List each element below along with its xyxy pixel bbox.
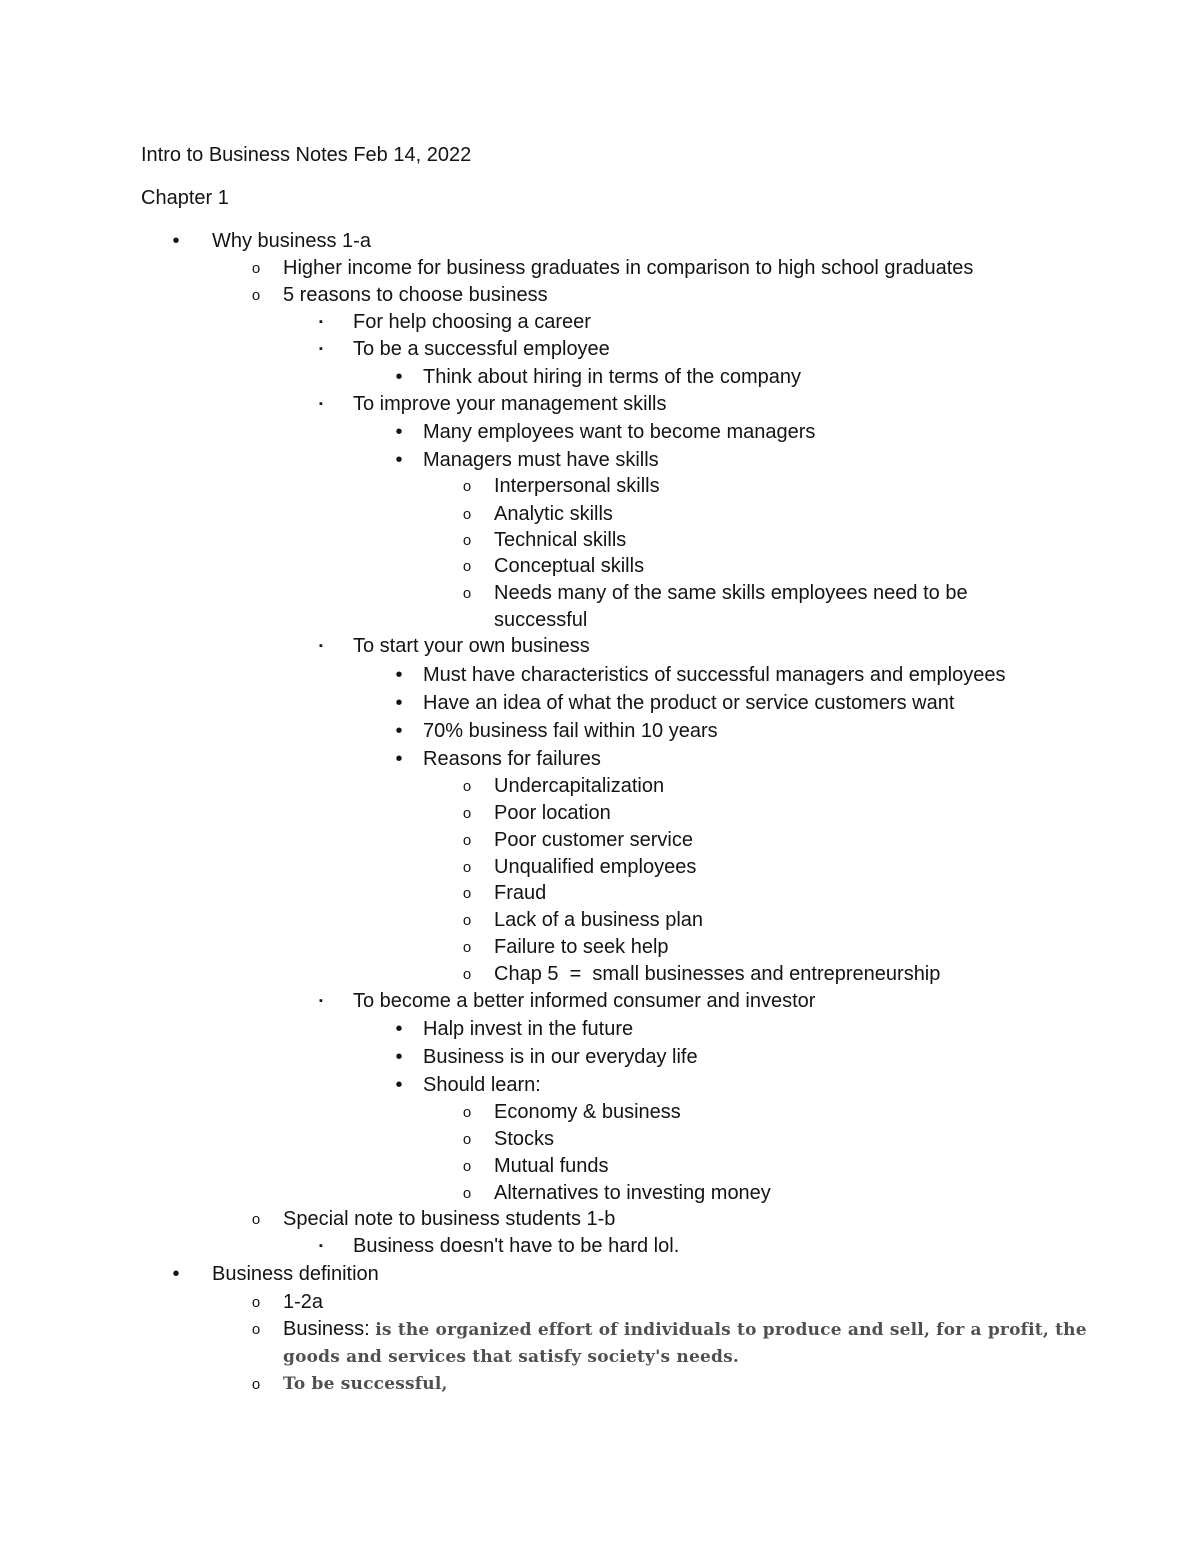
- list-item-text: Lack of a business plan: [494, 909, 704, 931]
- disc-bullet-icon: •: [395, 664, 403, 686]
- list-item-text: To become a better informed consumer and investor: [353, 990, 816, 1012]
- list-item-text: Technical skills: [494, 529, 627, 551]
- list-item-text: Chap 5 = small businesses and entrepreneurship: [494, 963, 941, 985]
- list-item-text: successful: [494, 609, 588, 631]
- disc-bullet-icon: •: [395, 1046, 403, 1068]
- circle-bullet-icon: o: [462, 1185, 472, 1202]
- disc-bullet-icon: •: [395, 421, 403, 443]
- circle-bullet-icon: o: [462, 778, 472, 795]
- circle-bullet-icon: o: [462, 966, 472, 983]
- list-item-text: Have an idea of what the product or service customers want: [423, 692, 955, 714]
- circle-bullet-icon: o: [462, 832, 472, 849]
- list-item-text: Special note to business students 1-b: [283, 1208, 616, 1230]
- disc-bullet-icon: •: [395, 1074, 403, 1096]
- list-item-text: 5 reasons to choose business: [283, 284, 548, 306]
- list-item-text: Business is in our everyday life: [423, 1046, 698, 1068]
- circle-bullet-icon: o: [251, 1376, 261, 1393]
- square-bullet-icon: ▪: [319, 398, 323, 410]
- list-item-text: Business doesn't have to be hard lol.: [353, 1235, 680, 1257]
- list-item-text: 70% business fail within 10 years: [423, 720, 718, 742]
- square-bullet-icon: ▪: [319, 1240, 323, 1252]
- list-item-text: Mutual funds: [494, 1155, 609, 1177]
- circle-bullet-icon: o: [462, 532, 472, 549]
- definition-line: [283, 1317, 1087, 1342]
- circle-bullet-icon: o: [462, 805, 472, 822]
- disc-bullet-icon: •: [395, 449, 403, 471]
- list-item-text: To start your own business: [353, 635, 590, 657]
- list-item-text: Reasons for failures: [423, 748, 601, 770]
- circle-bullet-icon: o: [251, 287, 261, 304]
- circle-bullet-icon: o: [462, 585, 472, 602]
- list-item-text: Economy & business: [494, 1101, 681, 1123]
- list-item-text: Should learn:: [423, 1074, 541, 1096]
- square-bullet-icon: ▪: [319, 343, 323, 355]
- circle-bullet-icon: o: [462, 506, 472, 523]
- list-item-text: Alternatives to investing money: [494, 1182, 771, 1204]
- circle-bullet-icon: o: [251, 1211, 261, 1228]
- circle-bullet-icon: o: [462, 1131, 472, 1148]
- list-item-text: Why business 1-a: [212, 230, 371, 252]
- square-bullet-icon: ▪: [319, 640, 323, 652]
- list-item-text: Business definition: [212, 1263, 379, 1285]
- document-title: Intro to Business Notes Feb 14, 2022: [141, 144, 472, 166]
- circle-bullet-icon: o: [462, 1104, 472, 1121]
- list-item-text: Stocks: [494, 1128, 555, 1150]
- list-item-text: Undercapitalization: [494, 775, 665, 797]
- list-item-text: Higher income for business graduates in comparison to high school graduates: [283, 257, 974, 279]
- list-item-text: Failure to seek help: [494, 936, 669, 958]
- list-item-text: Conceptual skills: [494, 555, 645, 577]
- list-item-text: To be a successful employee: [353, 338, 610, 360]
- list-item-text: To be successful,: [283, 1374, 448, 1394]
- circle-bullet-icon: o: [462, 912, 472, 929]
- disc-bullet-icon: •: [395, 1018, 403, 1040]
- disc-bullet-icon: •: [172, 1263, 180, 1285]
- chapter-heading: Chapter 1: [141, 187, 229, 209]
- list-item-text: Fraud: [494, 882, 547, 904]
- list-item-text: For help choosing a career: [353, 311, 591, 333]
- disc-bullet-icon: •: [395, 692, 403, 714]
- list-item-text: Managers must have skills: [423, 449, 659, 471]
- circle-bullet-icon: o: [462, 1158, 472, 1175]
- circle-bullet-icon: o: [251, 1294, 261, 1311]
- definition-term: Business:: [283, 1318, 376, 1340]
- list-item-text: Analytic skills: [494, 503, 613, 525]
- circle-bullet-icon: o: [251, 1321, 261, 1338]
- list-item-text: 1-2a: [283, 1291, 324, 1313]
- square-bullet-icon: ▪: [319, 316, 323, 328]
- list-item-text: Interpersonal skills: [494, 475, 660, 497]
- list-item-text: Think about hiring in terms of the company: [423, 366, 801, 388]
- list-item-text: Must have characteristics of successful managers and employees: [423, 664, 1006, 686]
- list-item-text: Needs many of the same skills employees need to be: [494, 582, 968, 604]
- definition-text: goods and services that satisfy society's needs.: [283, 1347, 739, 1367]
- list-item-text: Poor customer service: [494, 829, 693, 851]
- circle-bullet-icon: o: [462, 885, 472, 902]
- definition-text: is the organized effort of individuals to produce and sell, for a profit, the: [375, 1320, 1087, 1340]
- list-item-text: Many employees want to become managers: [423, 421, 816, 443]
- list-item-text: Halp invest in the future: [423, 1018, 634, 1040]
- square-bullet-icon: ▪: [319, 995, 323, 1007]
- disc-bullet-icon: •: [172, 230, 180, 252]
- circle-bullet-icon: o: [462, 859, 472, 876]
- list-item-text: Poor location: [494, 802, 611, 824]
- circle-bullet-icon: o: [462, 478, 472, 495]
- list-item-text: Unqualified employees: [494, 856, 697, 878]
- disc-bullet-icon: •: [395, 720, 403, 742]
- circle-bullet-icon: o: [462, 558, 472, 575]
- disc-bullet-icon: •: [395, 748, 403, 770]
- circle-bullet-icon: o: [251, 260, 261, 277]
- circle-bullet-icon: o: [462, 939, 472, 956]
- disc-bullet-icon: •: [395, 366, 403, 388]
- list-item-text: To improve your management skills: [353, 393, 667, 415]
